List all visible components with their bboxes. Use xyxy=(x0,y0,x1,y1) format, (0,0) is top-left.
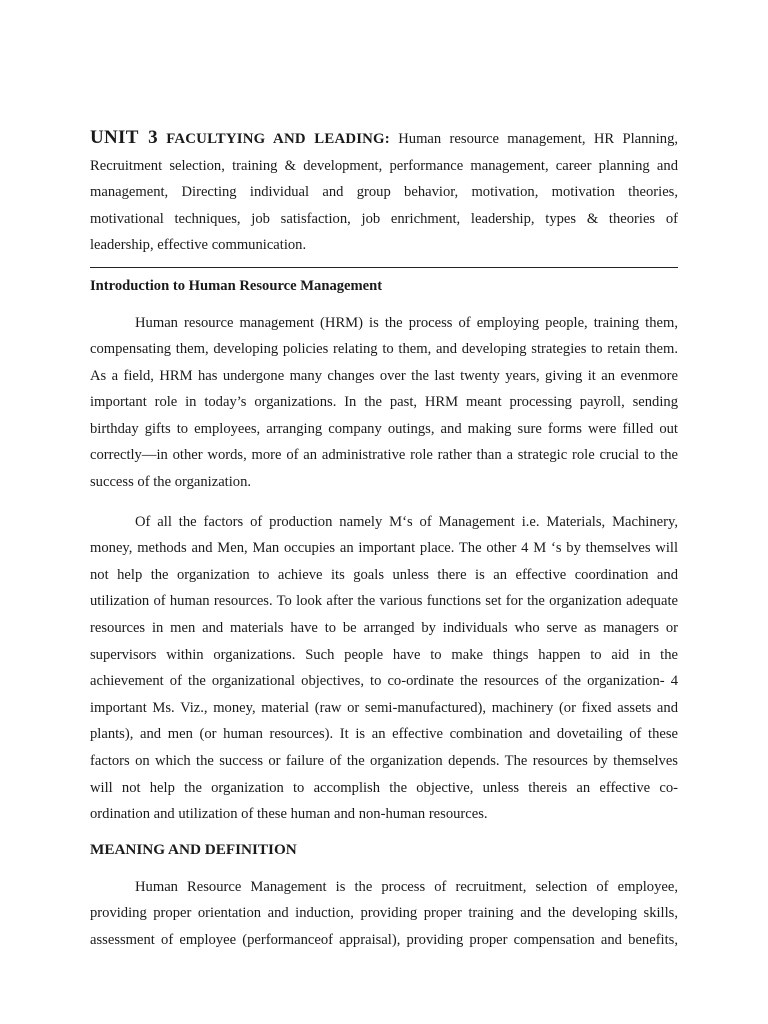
unit-label: UNIT 3 xyxy=(90,127,158,148)
section-heading-meaning-and-definition: MEANING AND DEFINITION xyxy=(90,840,297,858)
unit-topics-start: Human resource management, HR Planning, xyxy=(389,131,678,147)
paragraph-line: success of the organization. xyxy=(90,474,252,491)
unit-heading: FACULTYING AND LEADING: xyxy=(166,131,390,147)
paragraph-line: As a field, HRM has undergone many changes over the last twenty years, giving it an evenmore xyxy=(90,367,678,384)
paragraph-line: correctly—in other words, more of an administrative role rather than a strategic role crucial to the xyxy=(90,447,678,464)
paragraph-factors-of-production xyxy=(90,509,678,828)
unit-topics-line: Recruitment selection, training & development, performance management, career planning and xyxy=(90,157,678,174)
paragraph-line: birthday gifts to employees, arranging company outings, and making sure forms were filled out xyxy=(90,420,678,437)
paragraph-line: assessment of employee (performanceof appraisal), providing proper compensation and benefits, xyxy=(90,931,678,948)
paragraph-line: Human Resource Management is the process of recruitment, selection of employee, xyxy=(135,878,678,895)
horizontal-rule xyxy=(90,267,678,268)
paragraph-line: supervisors within organizations. Such people have to make things happen to aid in the xyxy=(90,646,678,663)
unit-overview xyxy=(90,125,678,259)
unit-topics-line: motivational techniques, job satisfaction, job enrichment, leadership, types & theories of xyxy=(90,210,678,227)
paragraph-line: utilization of human resources. To look after the various functions set for the organization adequate xyxy=(90,593,678,610)
paragraph-line: compensating them, developing policies relating to them, and developing strategies to retain them. xyxy=(90,341,678,358)
paragraph-line: resources in men and materials have to be arranged by individuals who serve as managers or xyxy=(90,620,678,637)
paragraph-line: not help the organization to achieve its goals unless there is an effective coordination and xyxy=(90,566,678,583)
paragraph-hrm-introduction xyxy=(90,310,678,496)
paragraph-line: ordination and utilization of these human and non-human resources. xyxy=(90,806,488,823)
paragraph-line: Human resource management (HRM) is the process of employing people, training them, xyxy=(135,314,678,331)
paragraph-line: Of all the factors of production namely M‘s of Management i.e. Materials, Machinery, xyxy=(135,513,678,530)
unit-topics-line: leadership, effective communication. xyxy=(90,237,307,253)
paragraph-meaning xyxy=(90,874,678,954)
paragraph-line: providing proper orientation and induction, providing proper training and the developing skills, xyxy=(90,905,678,922)
paragraph-line: will not help the organization to accomplish the objective, unless thereis an effective co- xyxy=(90,779,678,796)
paragraph-line: plants), and men (or human resources). It is an effective combination and dovetailing of these xyxy=(90,726,678,743)
paragraph-line: important role in today’s organizations. In the past, HRM meant processing payroll, sending xyxy=(90,394,678,411)
paragraph-line: factors on which the success or failure of the organization depends. The resources by themselves xyxy=(90,753,678,769)
unit-first-line xyxy=(90,125,678,153)
paragraph-line: achievement of the organizational objectives, to co-ordinate the resources of the organization- 4 xyxy=(90,673,678,690)
unit-topics-line: management, Directing individual and group behavior, motivation, motivation theories, xyxy=(90,184,678,200)
paragraph-line: important Ms. Viz., money, material (raw or semi-manufactured), machinery (or fixed assets and xyxy=(90,699,678,716)
paragraph-line: money, methods and Men, Man occupies an important place. The other 4 M ‘s by themselves will xyxy=(90,540,678,557)
section-heading-introduction: Introduction to Human Resource Management xyxy=(90,277,383,294)
